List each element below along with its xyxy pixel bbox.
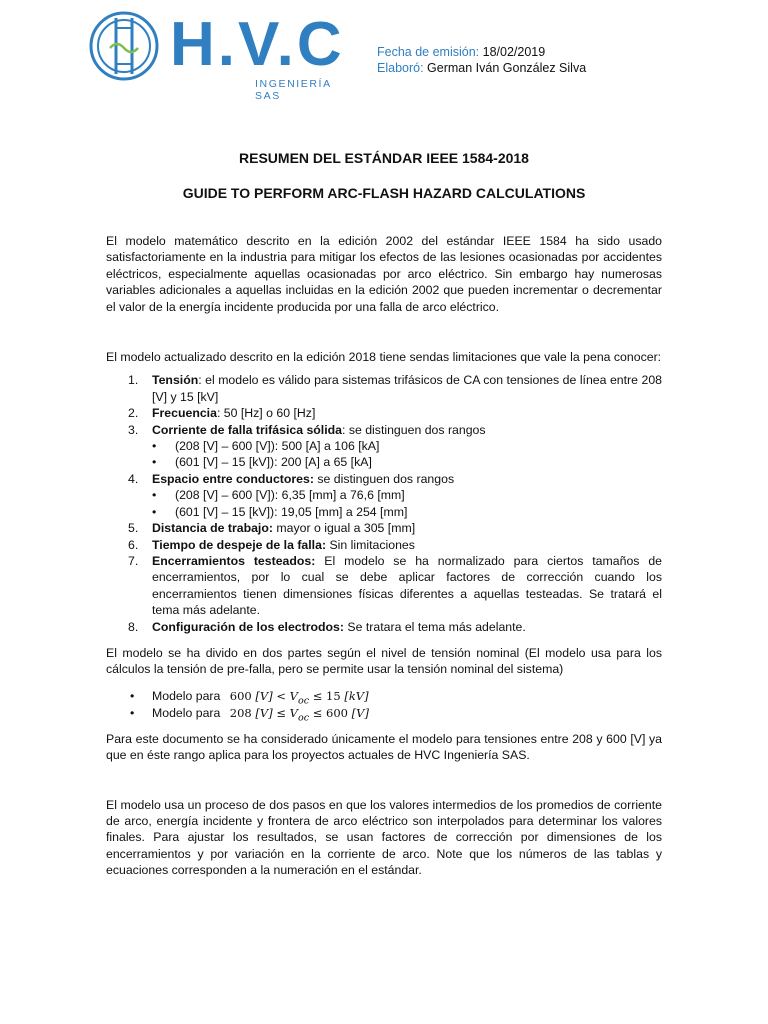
list-item-term: Distancia de trabajo: — [152, 521, 273, 536]
model-equation — [229, 705, 369, 724]
limitations-intro-paragraph: El modelo actualizado descrito en la edición 2018 tiene sendas limitaciones que vale la pena conocer: — [106, 350, 662, 365]
equation-upper-value: 600 — [326, 705, 348, 720]
list-item — [106, 372, 662, 405]
list-item-number: 5. — [128, 521, 139, 536]
list-item — [106, 520, 662, 536]
equation-upper-unit: [V] — [351, 705, 369, 720]
list-item-text: Sin limitaciones — [326, 537, 415, 552]
list-item-number: 3. — [128, 422, 139, 437]
model-label: Modelo para — [152, 705, 221, 720]
limitations-list — [106, 372, 662, 635]
list-item — [106, 471, 662, 520]
equation-operator: ≤ — [312, 705, 323, 720]
equation-variable: V — [289, 688, 298, 703]
model-label: Modelo para — [152, 688, 221, 703]
document-subtitle: GUIDE TO PERFORM ARC-FLASH HAZARD CALCULATIONS — [182, 185, 586, 201]
equation-subscript: oc — [297, 712, 310, 724]
list-item-term: Espacio entre conductores: — [152, 471, 314, 486]
two-parts-paragraph: El modelo se ha divido en dos partes según el nivel de tensión nominal (El modelo usa para los cálculos la tensión de pre-falla, pero se permite usar la tensión nominal del sistema) — [106, 645, 662, 677]
equation-lower-unit: [V] — [255, 705, 273, 720]
list-item-text: El modelo se ha normalizado para ciertos tamaños de encerramientos, por lo cual se debe aplicar factores de corrección cuando los encerramientos tienen dimensiones físicas diferentes a aquellas testeadas. Se tratará el tema más adelante. — [152, 553, 662, 618]
document-body — [106, 233, 662, 879]
equation-operator: ≤ — [312, 688, 323, 703]
hvc-logo-mark-icon — [88, 10, 160, 82]
sub-list — [152, 438, 662, 471]
equation-lower-value: 208 — [229, 705, 252, 720]
list-item — [106, 537, 662, 553]
models-list — [106, 688, 662, 722]
issue-date-value: 18/02/2019 — [482, 45, 546, 59]
equation-variable: V — [289, 705, 298, 720]
equation-operator: < — [276, 688, 286, 703]
list-item-term: Configuración de los electrodos: — [152, 619, 344, 634]
list-item-number: 6. — [128, 537, 139, 552]
list-item-term: Frecuencia — [152, 406, 217, 421]
list-item-text: : el modelo es válido para sistemas trifásicos de CA con tensiones de línea entre 208 [V] y 15 [kV] — [152, 373, 662, 404]
issue-date-line — [377, 44, 586, 60]
author-value: German Iván González Silva — [427, 61, 587, 75]
list-item-text: : se distinguen dos rangos — [341, 422, 486, 437]
sub-list-item: • (208 [V] – 600 [V]): 500 [A] a 106 [kA] — [152, 438, 662, 454]
sub-list-item: • (601 [V] – 15 [kV]): 200 [A] a 65 [kA] — [152, 454, 662, 470]
model-item — [106, 705, 662, 722]
issue-date-label: Fecha de emisión: — [377, 45, 480, 59]
equation-upper-value: 15 — [326, 688, 341, 703]
list-item — [106, 619, 662, 635]
list-item-number: 8. — [128, 619, 139, 634]
list-item — [106, 422, 662, 471]
list-item-number: 7. — [128, 553, 139, 568]
document-title: RESUMEN DEL ESTÁNDAR IEEE 1584-2018 — [239, 150, 529, 166]
equation-lower-unit: [V] — [255, 688, 273, 703]
intro-paragraph: El modelo matemático descrito en la edición 2002 del estándar IEEE 1584 ha sido usado satisfactoriamente en la industria para mitigar los efectos de las lesiones ocasionadas por accidentes eléctricos, especialmente aquellas ocasionadas por arco eléctrico. Sin embargo hay numerosas variables adicionales a aquellas incluidas en la edición 2002 que pueden incrementar o decrementar el valor de la energía incidente producida por una falla de arco eléctrico. — [106, 234, 662, 314]
model-item — [106, 688, 662, 705]
list-item-term: Tiempo de despeje de la falla: — [152, 537, 327, 552]
author-line — [377, 60, 586, 76]
list-item-term: Tensión — [152, 373, 199, 388]
document-header — [0, 0, 768, 110]
equation-upper-unit: [kV] — [344, 688, 369, 703]
list-item-number: 4. — [128, 471, 139, 486]
sub-list-item: • (208 [V] – 600 [V]): 6,35 [mm] a 76,6 [mm] — [152, 487, 662, 503]
list-item-text: : 50 [Hz] o 60 [Hz] — [216, 406, 316, 421]
logo-wordmark: H.V.C — [170, 10, 345, 79]
equation-operator: ≤ — [276, 705, 286, 720]
hvc-logo — [88, 10, 358, 100]
list-item — [106, 553, 662, 619]
logo-subtitle: INGENIERÍA SAS — [255, 78, 332, 102]
list-item-text: se distinguen dos rangos — [313, 471, 455, 486]
list-item — [106, 405, 662, 421]
scope-paragraph: Para este documento se ha considerado únicamente el modelo para tensiones entre 208 y 600 [V] ya que en éste rango aplica para los proyectos actuales de HVC Ingeniería SAS. — [106, 731, 662, 763]
sub-list-item: • (601 [V] – 15 [kV]): 19,05 [mm] a 254 [mm] — [152, 504, 662, 520]
list-item-text: mayor o igual a 305 [mm] — [272, 521, 416, 536]
model-equation — [229, 688, 369, 707]
list-item-term: Corriente de falla trifásica sólida — [152, 422, 342, 437]
sub-list — [152, 487, 662, 520]
list-item-text: Se tratara el tema más adelante. — [344, 619, 526, 634]
equation-lower-value: 600 — [229, 688, 252, 703]
list-item-number: 2. — [128, 406, 139, 421]
author-label: Elaboró: — [377, 61, 424, 75]
document-meta — [377, 44, 586, 76]
list-item-number: 1. — [128, 373, 139, 388]
process-paragraph: El modelo usa un proceso de dos pasos en que los valores intermedios de los promedios de corriente de arco, energía incidente y frontera de arco eléctrico son interpolados para determinar los valores finales. Para ajustar los resultados, se usan factores de corrección por dimensiones de los encerramientos y por variación en la corriente de arco. Note que los números de las tablas y ecuaciones corresponden a la numeración en el estándar. — [106, 797, 662, 878]
equation-subscript: oc — [297, 695, 310, 707]
list-item-term: Encerramientos testeados: — [152, 553, 316, 568]
